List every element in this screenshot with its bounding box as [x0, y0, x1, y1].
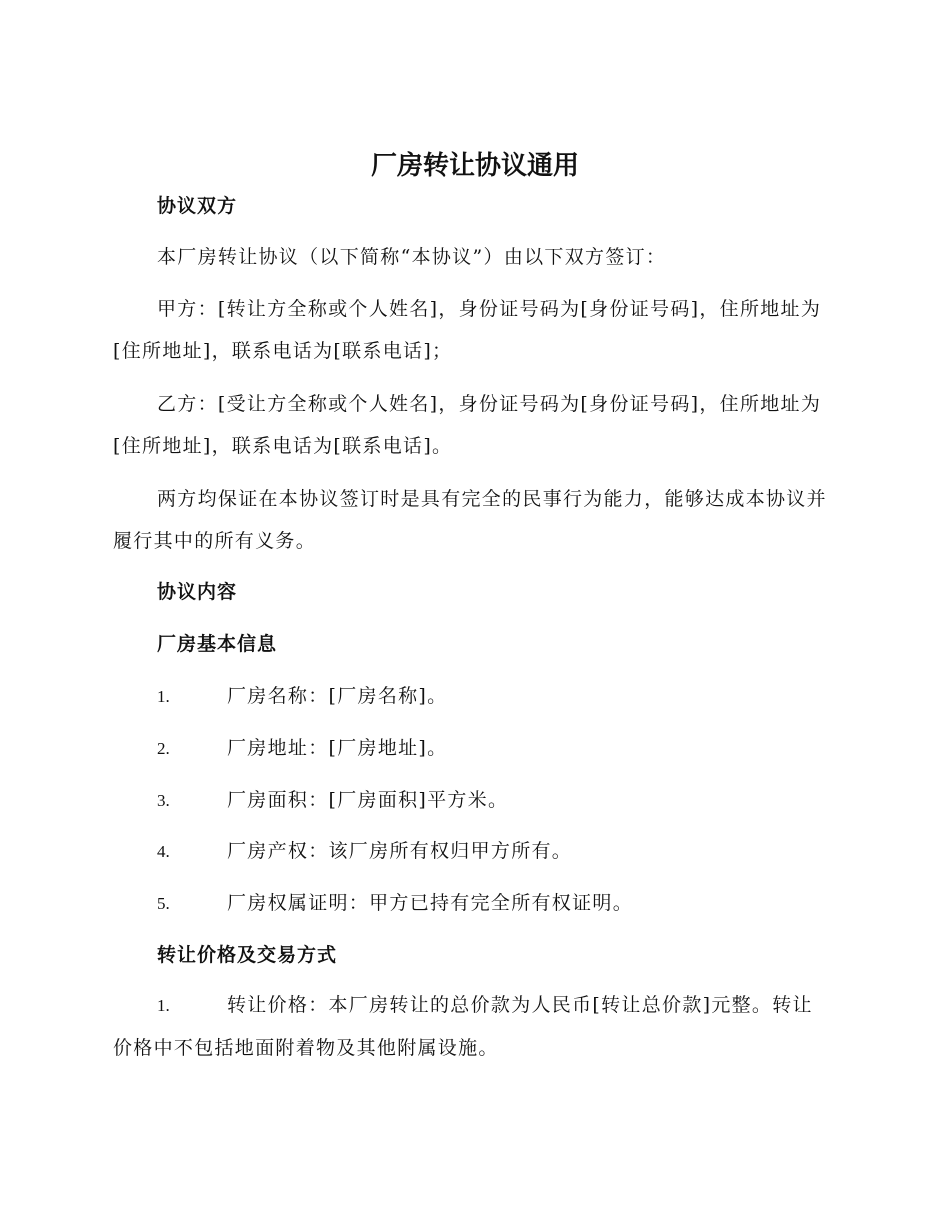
paragraph-intro: 本厂房转让协议（以下简称“本协议”）由以下双方签订： — [157, 246, 667, 268]
heading-price: 转让价格及交易方式 — [157, 944, 338, 966]
list-item-text: 厂房名称：[厂房名称]。 — [227, 685, 448, 707]
paragraph-party-a: 甲方：[转让方全称或个人姓名]，身份证号码为[身份证号码]，住所地址为[住所地址]，联系电话为[联系电话]； — [113, 298, 822, 362]
document-title: 厂房转让协议通用 — [370, 151, 579, 181]
list-item-number: 5. — [157, 894, 170, 913]
list-item-text: 厂房地址：[厂房地址]。 — [227, 737, 448, 759]
list-item — [157, 891, 633, 916]
paragraph-capacity: 两方均保证在本协议签订时是具有完全的民事行为能力，能够达成本协议并履行其中的所有义务。 — [113, 488, 827, 552]
list-item — [157, 839, 572, 864]
list-item — [157, 684, 447, 709]
list-item — [113, 984, 833, 1069]
list-item-number: 1. — [157, 687, 170, 706]
list-item-text: 厂房面积：[厂房面积]平方米。 — [227, 789, 509, 811]
list-item-number: 4. — [157, 842, 170, 861]
list-item-number: 1. — [157, 996, 170, 1015]
list-item-number: 2. — [157, 739, 170, 758]
heading-content: 协议内容 — [157, 581, 238, 603]
list-item — [157, 736, 447, 761]
paragraph-party-b: 乙方：[受让方全称或个人姓名]，身份证号码为[身份证号码]，住所地址为[住所地址]，联系电话为[联系电话]。 — [113, 393, 822, 457]
list-item-text: 厂房产权：该厂房所有权归甲方所有。 — [227, 840, 573, 862]
heading-parties: 协议双方 — [157, 195, 238, 217]
list-item-text: 转让价格：本厂房转让的总价款为人民币[转让总价款]元整。转让价格中不包括地面附着物及其他附属设施。 — [113, 994, 813, 1059]
list-item — [157, 788, 508, 813]
list-item-number: 3. — [157, 791, 170, 810]
list-item-text: 厂房权属证明：甲方已持有完全所有权证明。 — [227, 892, 634, 914]
heading-basic-info: 厂房基本信息 — [157, 633, 278, 655]
